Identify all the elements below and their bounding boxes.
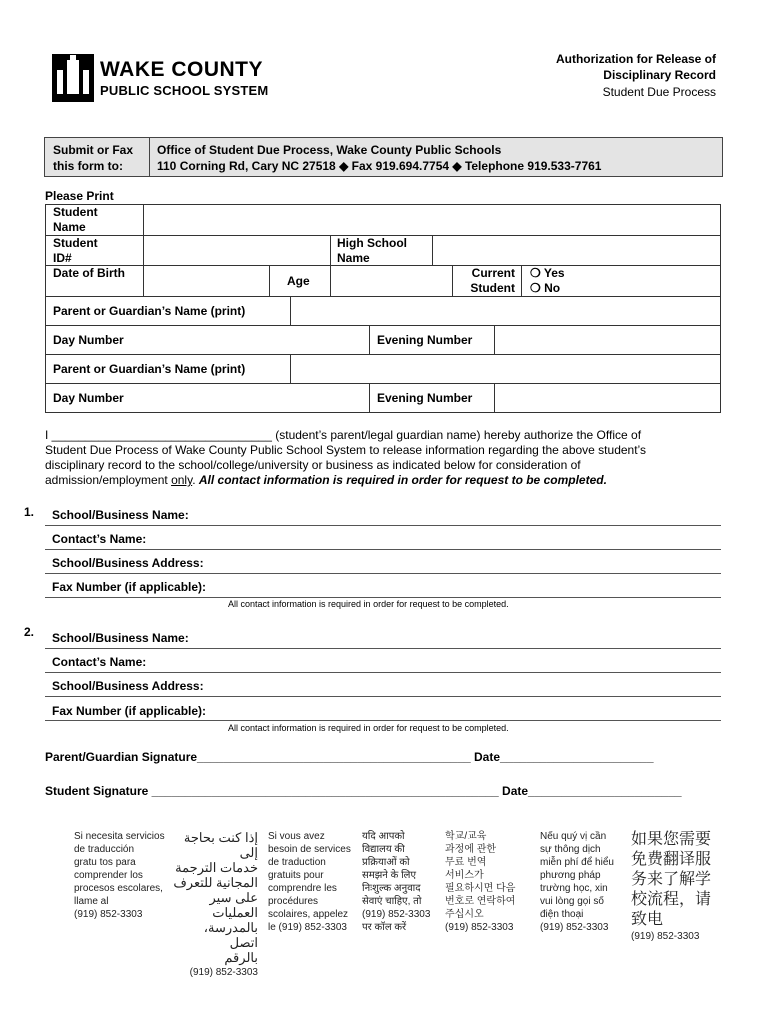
submit-address-line2: 110 Corning Rd, Cary NC 27518 ◆ Fax 919.694.7754 ◆ Telephone 919.533-7761 (157, 159, 602, 173)
yes-label: Yes (543, 266, 565, 280)
recipient2-contact-label: Contact’s Name: (52, 655, 147, 669)
current-student-label: Current Student (470, 266, 515, 295)
student-id-label: Student ID# (53, 236, 98, 265)
guardian1-label-cell (45, 296, 291, 326)
day2-label: Day Number (53, 391, 124, 405)
doc-title-line1: Authorization for Release of (555, 52, 716, 66)
high-school-field[interactable] (432, 235, 721, 266)
student-name-field[interactable] (143, 204, 721, 236)
parent-signature-line[interactable]: Parent/Guardian Signature_________________________________________ Date_______________________ (45, 750, 654, 764)
please-print-label: Please Print (45, 189, 114, 203)
footer-chinese: 如果您需要 免费翻译服 务来了解学 校流程，请 致电 (919) 852-3303 (631, 831, 712, 942)
footer-french: Si vous avez besoin de services de traduction gratuits pour comprendre les procédures scolaires, appelez le (919) 852-3303 (268, 831, 351, 933)
no-label: No (544, 281, 561, 295)
submit-address-line1: Office of Student Due Process, Wake County Public Schools (157, 143, 502, 157)
day2-cell[interactable] (45, 383, 370, 413)
recipient1-note: All contact information is required in order for request to be completed. (228, 599, 509, 609)
day1-cell[interactable] (45, 325, 370, 355)
no-option[interactable]: ❍ No (530, 281, 561, 295)
age-label: Age (287, 274, 310, 288)
age-field[interactable] (330, 265, 453, 297)
wcpss-logo (52, 54, 274, 102)
doc-title-line2: Disciplinary Record (603, 68, 716, 82)
footer-arabic: إذا كنت بحاجة إلى خدمات الترجمة المجانية للتعرف على سير العمليات بالمدرسة، اتصل بالرقم (919) 852-3303 (173, 830, 258, 978)
recipient2-note: All contact information is required in order for request to be completed. (228, 723, 509, 733)
auth-line4: admission/employment only. All contact information is required in order for request to be completed. (45, 473, 607, 487)
evening2-label: Evening Number (377, 391, 473, 405)
current-student-options (521, 265, 721, 297)
day1-label: Day Number (53, 333, 124, 347)
recipient2-address-label: School/Business Address: (52, 679, 204, 693)
recipient2-number: 2. (24, 625, 35, 639)
auth-line1: I _________________________________ (student’s parent/legal guardian name) hereby authorize the Office of (45, 428, 642, 442)
student-signature-line[interactable]: Student Signature ____________________________________________________ Date_______________________ (45, 784, 682, 798)
current-student-label-cell (452, 265, 522, 297)
doc-subtitle: Student Due Process (602, 85, 716, 99)
dob-label: Date of Birth (53, 266, 125, 280)
dob-field[interactable] (143, 265, 270, 297)
school-tower-icon (52, 54, 94, 102)
recipient1-fax-label: Fax Number (if applicable): (52, 580, 207, 594)
recipient2-fax-label: Fax Number (if applicable): (52, 704, 207, 718)
auth-line2: Student Due Process of Wake County Public School System to release information regarding the above student’s (45, 443, 646, 457)
evening1-label-cell (369, 325, 495, 355)
footer-hindi: यदि आपको विद्यालय की प्रक्रियाओं को समझने के लिए निःशुल्क अनुवाद सेवाएं चाहिए, तो (919) 852-3303 पर कॉल करें (362, 831, 431, 933)
authorization-paragraph (45, 428, 715, 488)
yes-option[interactable]: ❍ Yes (530, 266, 565, 280)
footer-spanish: Si necesita servicios de traducción gratu tos para comprender los procesos escolares, llame al (919) 852-3303 (74, 831, 165, 920)
student-id-label-cell (45, 235, 144, 266)
org-name-line2: PUBLIC SCHOOL SYSTEM (100, 83, 269, 98)
high-school-label: High School Name (337, 236, 407, 265)
footer-korean: 학교/교육 과정에 관한 무료 번역 서비스가 필요하시면 다음 번호로 연락하여 주십시오 (919) 852-3303 (445, 831, 516, 933)
dob-label-cell (45, 265, 144, 297)
recipient1-contact-label: Contact’s Name: (52, 532, 147, 546)
recipient1-number: 1. (24, 505, 35, 519)
evening2-field[interactable] (494, 383, 721, 413)
auth-line3: disciplinary record to the school/college/university or business as indicated below for consideration of (45, 458, 581, 472)
recipient1-address-label: School/Business Address: (52, 556, 204, 570)
guardian2-label: Parent or Guardian’s Name (print) (53, 362, 246, 376)
guardian1-label: Parent or Guardian’s Name (print) (53, 304, 246, 318)
evening2-label-cell (369, 383, 495, 413)
high-school-label-cell (330, 235, 433, 266)
submit-label-line2: this form to: (53, 159, 123, 173)
evening1-field[interactable] (494, 325, 721, 355)
age-label-cell (269, 265, 331, 297)
student-id-field[interactable] (143, 235, 331, 266)
student-name-label: Student Name (53, 205, 98, 234)
org-name-line1: WAKE COUNTY (100, 58, 263, 81)
guardian1-name-field[interactable] (290, 296, 721, 326)
submit-info-box (44, 137, 723, 177)
evening1-label: Evening Number (377, 333, 473, 347)
footer-vietnamese: Nếu quý vị cần sự thông dịch miễn phí để hiểu phương pháp trường học, xin vui lòng gọi số điện thoại (919) 852-3303 (540, 831, 614, 933)
guardian2-name-field[interactable] (290, 354, 721, 384)
submit-label-line1: Submit or Fax (53, 143, 134, 157)
recipient1-business-label: School/Business Name: (52, 508, 189, 522)
guardian2-label-cell (45, 354, 291, 384)
recipient2-business-label: School/Business Name: (52, 631, 189, 645)
student-name-label-cell (45, 204, 144, 236)
